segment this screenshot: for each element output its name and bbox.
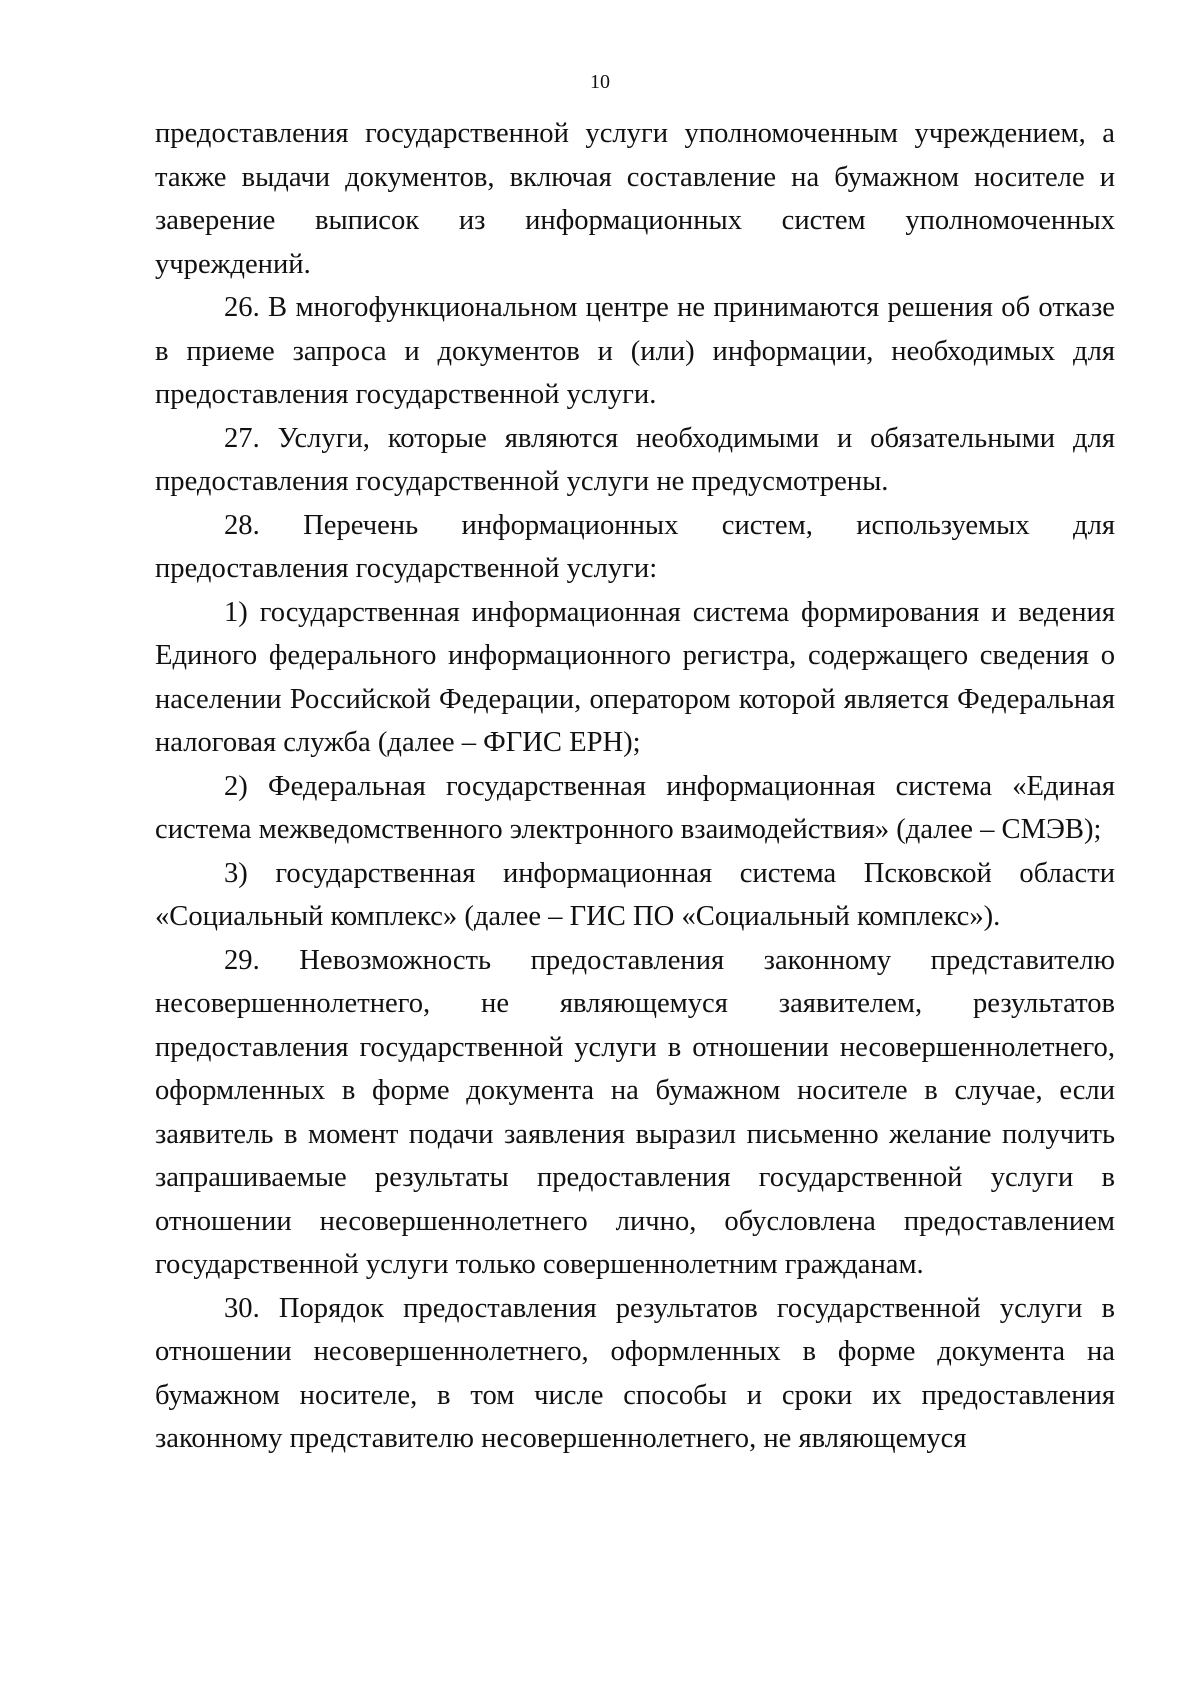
paragraph-27: 27. Услуги, которые являются необходимыми и обязательными для предоставления государственной услуги не предусмотрены. — [155, 422, 1115, 497]
paragraph-28: 28. Перечень информационных систем, используемых для предоставления государственной услуги: — [155, 509, 1115, 584]
list-item-2: 2) Федеральная государственная информационная система «Единая система межведомственного электронного взаимодействия» (далее – СМЭВ); — [155, 770, 1115, 845]
paragraph-continuation: предоставления государственной услуги уполномоченным учреждением, а также выдачи документов, включая составление на бумажном носителе и заверение выписок из информационных систем уполномоченных учреждений. — [155, 118, 1115, 280]
paragraph-26: 26. В многофункциональном центре не принимаются решения об отказе в приеме запроса и документов и (или) информации, необходимых для предоставления государственной услуги. — [155, 292, 1115, 410]
page-number: 10 — [590, 71, 610, 93]
list-item-1: 1) государственная информационная система формирования и ведения Единого федерального информационного регистра, содержащего сведения о населении Российской Федерации, оператором которой является Федеральная налоговая служба (далее – ФГИС ЕРН); — [155, 596, 1115, 758]
list-item-3: 3) государственная информационная система Псковской области «Социальный комплекс» (далее – ГИС ПО «Социальный комплекс»). — [155, 857, 1115, 932]
paragraph-29: 29. Невозможность предоставления законному представителю несовершеннолетнего, не являющемуся заявителем, результатов предоставления государственной услуги в отношении несовершеннолетнего, оформленных в форме документа на бумажном носителе в случае, если заявитель в момент подачи заявления выразил письменно желание получить запрашиваемые результаты предоставления государственной услуги в отношении несовершеннолетнего лично, обусловлена предоставлением государственной услуги только совершеннолетним гражданам. — [155, 944, 1115, 1280]
paragraph-30: 30. Порядок предоставления результатов государственной услуги в отношении несовершеннолетнего, оформленных в форме документа на бумажном носителе, в том числе способы и сроки их предоставления законному представителю несовершеннолетнего, не являющемуся — [155, 1292, 1115, 1454]
document-body — [155, 112, 1115, 1461]
